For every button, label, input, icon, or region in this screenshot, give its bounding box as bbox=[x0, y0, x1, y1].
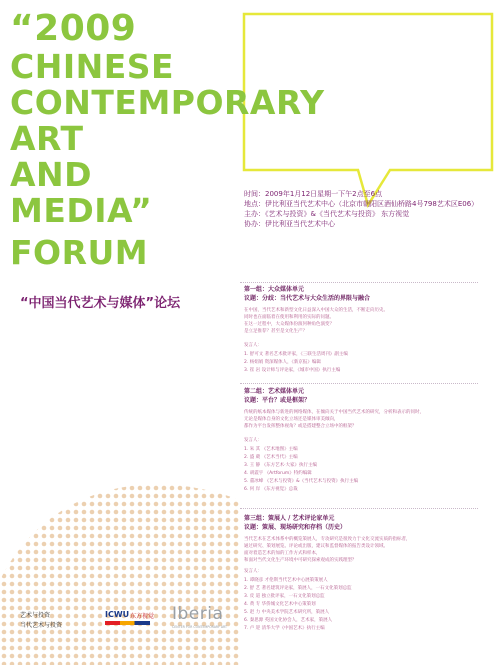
session-text: 当代艺术在艺术体系中的概览策展人，专攻研究是很致力于文化交流实质的指标者， bbox=[244, 537, 411, 542]
session-text: 在中国，当代艺术和新型文化日益深入中国大众的生活，不断走向历史。 bbox=[244, 308, 388, 313]
title-line-1: “2009 bbox=[10, 8, 137, 49]
session-topic: 议题：平台？或是框架？ bbox=[244, 397, 311, 404]
title-line-4: ART bbox=[10, 119, 84, 158]
session-text: 通过研究、策划展览、评论或出版，建议和监督媒体的报告类设计领域。 bbox=[244, 544, 388, 549]
forum-subtitle: “中国当代艺术与媒体”论坛 bbox=[20, 296, 181, 311]
guests-label: 发言人： bbox=[244, 438, 262, 443]
sponsor-logo-mark: ICWU bbox=[105, 610, 130, 619]
session-title: 第二组：艺术媒体单元 bbox=[244, 388, 305, 395]
session-text: 传统的纸本媒体与新进的网络媒体，在倾向关于中国当代艺术的研究，分析和表示的同时， bbox=[244, 410, 424, 415]
guest-item: 3. 皮 道 独立批评家，一石文化策划总监 bbox=[244, 594, 325, 599]
guest-item: 2. 盛 葳 《艺术当代》主编 bbox=[244, 455, 298, 460]
session-text: 同时也在面临着在使用和利用的实际的问题。 bbox=[244, 315, 334, 320]
guest-item: 3. 王 静 《东方艺术·大家》执行主编 bbox=[244, 463, 318, 468]
sponsor-logo-art-investment: 艺术与投资 bbox=[20, 612, 51, 619]
dot-pattern-decoration bbox=[0, 460, 245, 665]
event-host: 主办：《艺术与投资》&《当代艺术与投资》 东方视觉 bbox=[244, 210, 410, 218]
title-line-6: MEDIA” bbox=[10, 191, 153, 230]
sponsor-logo-stripe bbox=[105, 621, 150, 625]
session-topic: 议题：分歧：当代艺术与大众生活的界限与融合 bbox=[244, 295, 371, 302]
title-line-5: AND bbox=[10, 155, 93, 194]
event-time: 时间：2009年1月12日星期一下午2点至6点 bbox=[244, 190, 383, 198]
title-line-7: FORUM bbox=[10, 233, 149, 272]
guest-item: 7. 卢 迎 清华大学《中国艺术》执行主编 bbox=[244, 626, 325, 631]
sponsor-logo-iberia-sub: CENTER FOR CONTEMPORARY ART bbox=[172, 625, 227, 629]
event-coorganizer: 协办：伊比利亚当代艺术中心 bbox=[244, 220, 335, 228]
guest-item: 6. 何 岸 《东方视觉》总裁 bbox=[244, 487, 298, 492]
divider bbox=[240, 282, 478, 283]
guest-item: 2. 舒 艺 著名建筑评论家，策展人，一石文化策划总监 bbox=[244, 586, 352, 591]
guest-item: 3. 崔 岩 设计师与评论家，《城市中国》执行主编 bbox=[244, 368, 341, 373]
guest-item: 2. 杨娟娟 资深媒体人，《新京报》编辑 bbox=[244, 360, 321, 365]
guest-item: 5. 董冰峰 《艺术与投资》&《当代艺术与投资》执行主编 bbox=[244, 479, 359, 484]
session-text: 都作为平台发挥整体视角？或是搭建整合立场中的框架？ bbox=[244, 424, 357, 429]
guests-label: 发言人： bbox=[244, 569, 262, 574]
divider bbox=[240, 383, 478, 384]
session-text: 无论是媒体自身的文化立场还是媒体审美倾向， bbox=[244, 417, 339, 422]
session-text: 是立足推荐？甚至是文化生产？ bbox=[244, 329, 307, 334]
guests-label: 发言人： bbox=[244, 343, 262, 348]
guest-item: 1. 朱 其 《艺术地图》主编 bbox=[244, 447, 298, 452]
guest-item: 6. 秦思源 英国文化协会人，艺术家，策展人 bbox=[244, 618, 333, 623]
guest-item: 4. 胡震宇 《Artforum》特约编辑 bbox=[244, 471, 312, 476]
title-line-3: CONTEMPORARY bbox=[10, 83, 325, 122]
guest-item: 5. 赵 力 中央美术学院艺术研究所，策展人 bbox=[244, 610, 330, 615]
session-title: 第一组：大众媒体单元 bbox=[244, 286, 305, 293]
title-line-2: CHINESE bbox=[10, 47, 175, 86]
guest-item: 1. 舒可文 著名艺术批评家，《三联生活周刊》副主编 bbox=[244, 352, 348, 357]
guest-item: 4. 黄 专 华侨城文化艺术中心策策划 bbox=[244, 602, 316, 607]
session-text: 和面对当代文化生产环境中可研究探索观成的实践理型？ bbox=[244, 558, 357, 563]
sponsor-logo-contemporary-art-investment: 当代艺术与投资 bbox=[20, 622, 63, 629]
session-text: 面对着造艺术的加的工作方式和样本， bbox=[244, 551, 321, 556]
sponsor-logo-dongfang: 东方视觉 bbox=[130, 613, 155, 620]
divider bbox=[240, 508, 478, 509]
event-place: 地点：伊比利亚当代艺术中心（北京市朝阳区酒仙桥路4号798艺术区E06） bbox=[244, 200, 479, 208]
session-title: 第三组：策展人 / 艺术评论家单元 bbox=[244, 515, 335, 522]
session-text: 在这一过程中，大众媒体扮演何种角色演变？ bbox=[244, 322, 334, 327]
guest-item: 1. 谭晓彦 才伦斯当代艺术中心展策策展人 bbox=[244, 578, 328, 583]
session-topic: 议题：策展、现场研究和存档（历史） bbox=[244, 524, 347, 531]
sponsor-logo-iberia: Iberia bbox=[172, 604, 224, 624]
